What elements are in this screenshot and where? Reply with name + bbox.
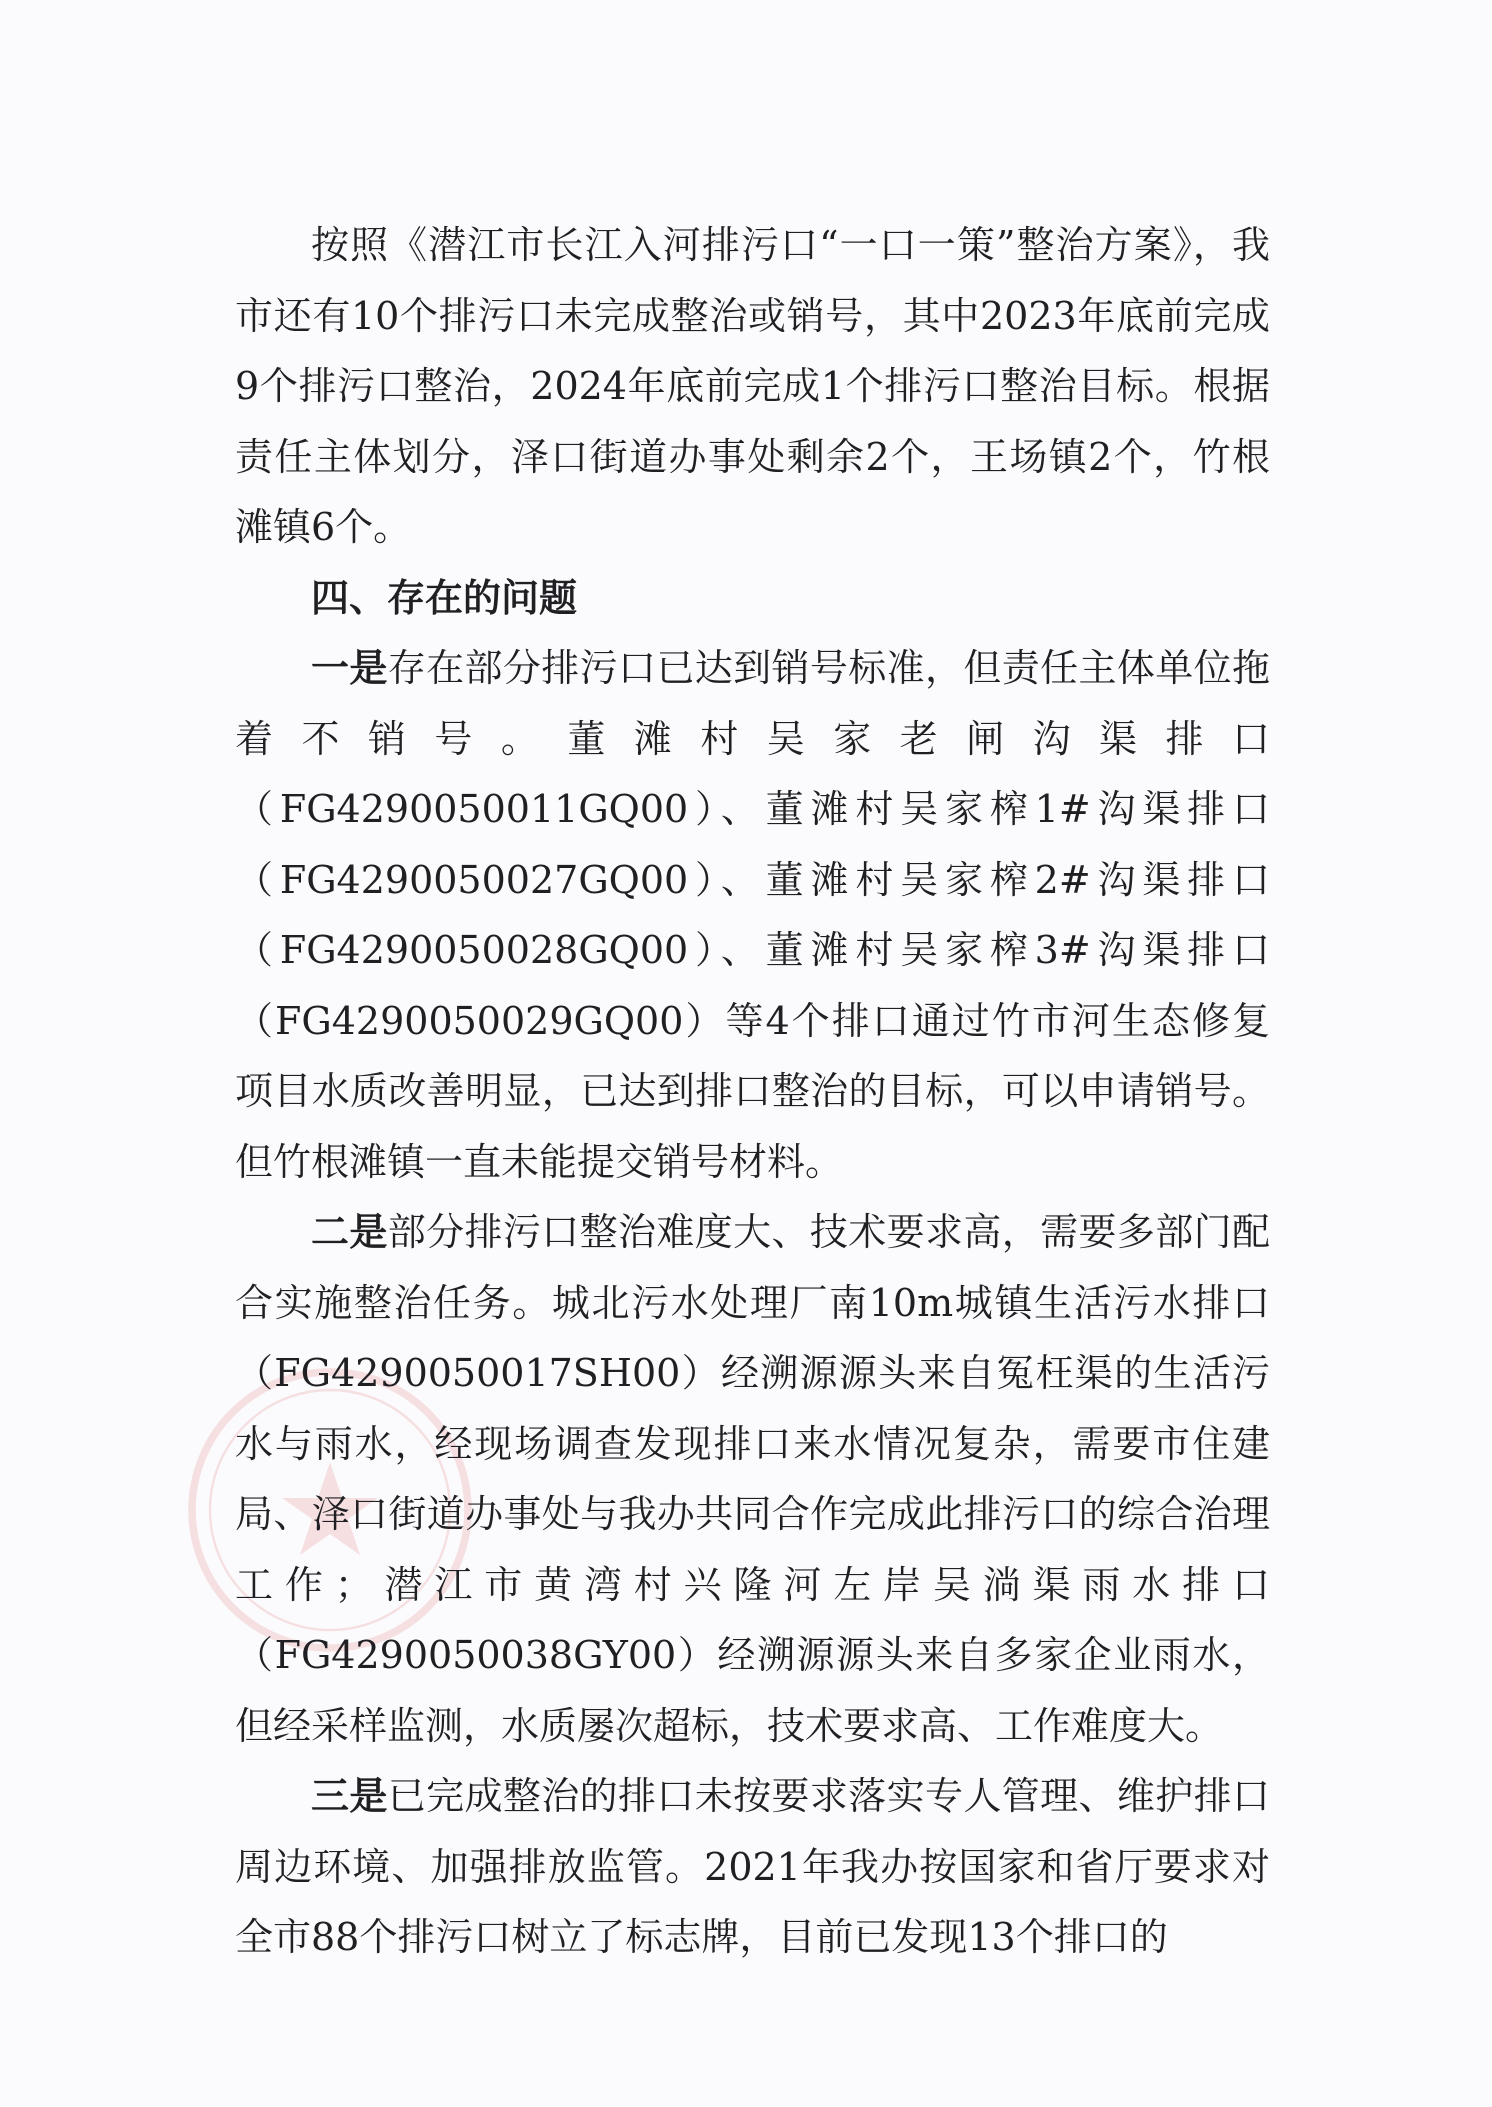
problem-1-lead: 一是 [311,646,388,690]
problem-2-text: 部分排污口整治难度大、技术要求高，需要多部门配合实施整治任务。城北污水处理厂南10m城镇生活污水排口（FG4290050017SH00）经溯源源头来自冤枉渠的生活污水与雨水，经现场调查发现排口来水情况复杂，需要市住建局、泽口街道办事处与我办共同合作完成此排污口的综合治理工作；潜江市黄湾村兴隆河左岸吴淌渠雨水排口（FG4290050038GY00）经溯源源头来自多家企业雨水，但经采样监测，水质屡次超标，技术要求高、工作难度大。 [235,1210,1270,1748]
problem-1-text: 存在部分排污口已达到销号标准，但责任主体单位拖着不销号。董滩村吴家老闸沟渠排口（FG4290050011GQ00）、董滩村吴家榨1#沟渠排口（FG4290050027GQ00）、董滩村吴家榨2#沟渠排口（FG4290050028GQ00）、董滩村吴家榨3#沟渠排口（FG4290050029GQ00）等4个排口通过竹市河生态修复项目水质改善明显，已达到排口整治的目标，可以申请销号。但竹根滩镇一直未能提交销号材料。 [235,646,1270,1184]
problem-2-lead: 二是 [311,1210,388,1254]
paragraph-problem-2 [235,1197,1270,1761]
document-body [235,210,1270,1973]
problem-3-lead: 三是 [311,1774,388,1818]
paragraph-problem-3 [235,1761,1270,1973]
paragraph-plan-status: 按照《潜江市长江入河排污口“一口一策”整治方案》，我市还有10个排污口未完成整治或销号，其中2023年底前完成9个排污口整治，2024年底前完成1个排污口整治目标。根据责任主体划分，泽口街道办事处剩余2个，王场镇2个，竹根滩镇6个。 [235,223,1270,549]
problem-3-text: 已完成整治的排口未按要求落实专人管理、维护排口周边环境、加强排放监管。2021年我办按国家和省厅要求对全市88个排污口树立了标志牌，目前已发现13个排口的 [235,1774,1270,1959]
section-heading-problems: 四、存在的问题 [311,575,578,620]
paragraph-problem-1 [235,633,1270,1197]
